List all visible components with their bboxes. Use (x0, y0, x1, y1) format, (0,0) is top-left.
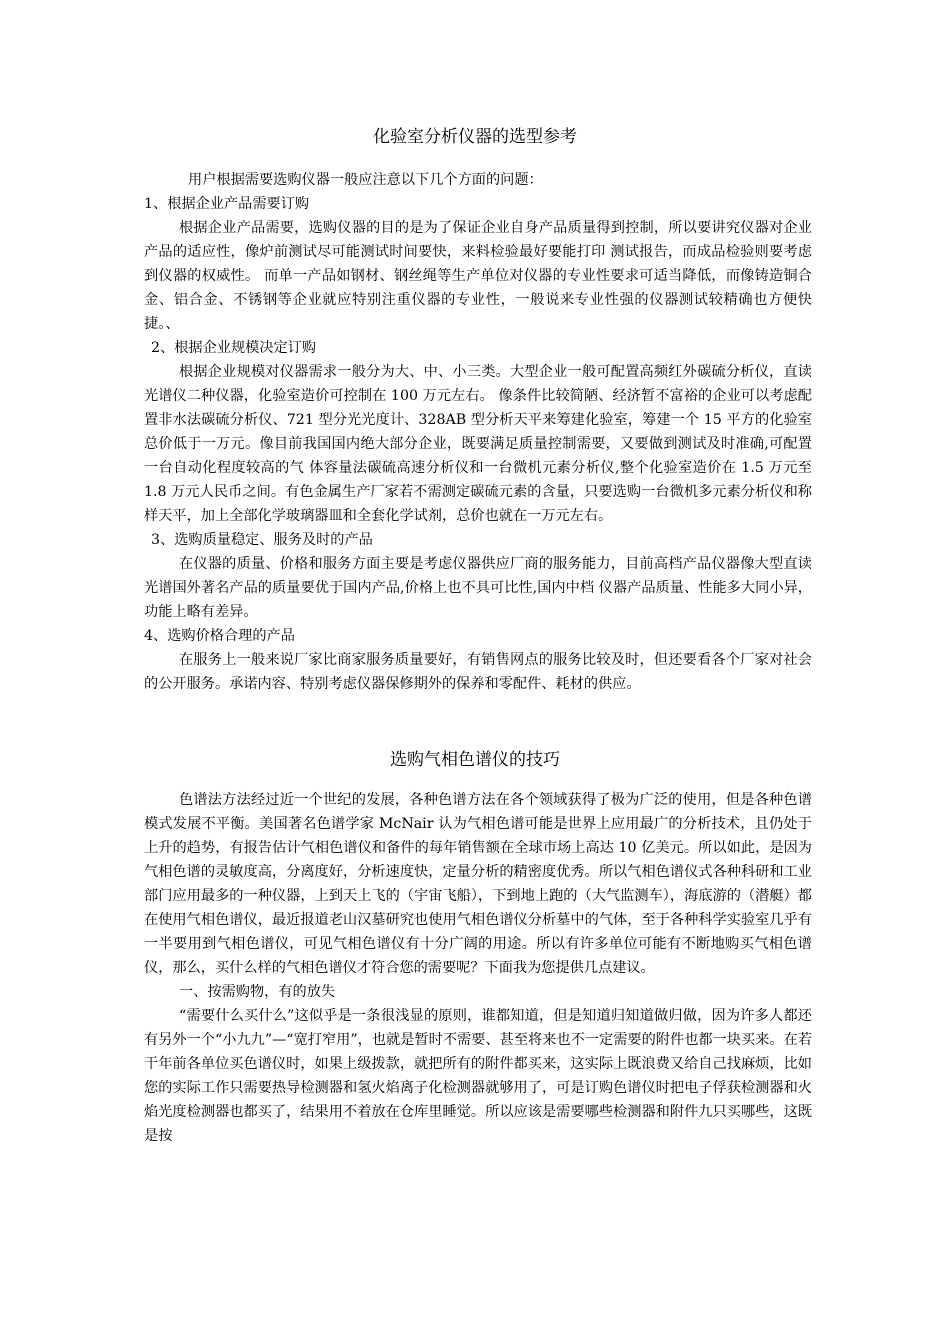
section-4-heading: 4、选购价格合理的产品 (144, 628, 295, 644)
section-title-gc: 选购气相色谱仪的技巧 (390, 750, 560, 770)
gc-intro-paragraph: 色谱法方法经过近一个世纪的发展，各种色谱方法在各个领域获得了极为广泛的使用，但是各种色谱模式发展不平衡。美国著名色谱学家 McNair 认为气相色谱可能是世界上应用最广的分析技术，且仍处于上升的趋势，有报告估计气相色谱仪和备件的每年销售额在全球市场上高达 10 亿美元。所以如此，是因为气相色谱的灵敏度高，分离度好，分析速度快，定量分析的精密度优秀。所以气相色谱仪式各种科研和工业部门应用最多的一种仪器，上到天上飞的（宇宙飞船），下到地上跑的（大气监测车），海底游的（潜艇）都在使用气相色谱仪，最近报道老山汉墓研究也使用气相色谱仪分析墓中的气体，至于各种科学实验室几乎有一半要用到气相色谱仪，可见气相色谱仪有十分广阔的用途。所以有许多单位可能有不断地购买气相色谱仪，那么，买什么样的气相色谱仪才符合您的需要呢？下面我为您提供几点建议。 (144, 792, 812, 976)
section-gc-tips (144, 788, 812, 1148)
section-1-heading: 1、根据企业产品需要订购 (144, 196, 310, 212)
section-2-body: 根据企业规模对仪器需求一般分为大、中、小三类。大型企业一般可配置高频红外碳硫分析仪，直读光谱仪二种仪器，化验室造价可控制在 100 万元左右。 像条件比较简陋、经济暂不富裕的企业可以考虑配置非水法碳硫分析仪、721 型分光光度计、328AB 型分析天平来筹建化验室，筹建一个 15 平方的化验室总价低于一万元。像目前我国国内绝大部分企业，既要满足质量控制需要，又要做到测试及时准确,可配置一台自动化程度较高的气 体容量法碳硫高速分析仪和一台微机元素分析仪,整个化验室造价在 1.5 万元至 1.8 万元人民币之间。有色金属生产厂家若不需测定碳硫元素的含量，只要选购一台微机多元素分析仪和称样天平，加上全部化学玻璃器皿和全套化学试剂，总价也就在一万元左右。 (144, 364, 812, 524)
section-4-body: 在服务上一般来说厂家比商家服务质量要好，有销售网点的服务比较及时，但还要看各个厂家对社会的公开服务。承诺内容、特别考虑仪器保修期外的保养和零配件、耗材的供应。 (144, 652, 812, 692)
gc-paragraph-2: “需要什么买什么”这似乎是一条很浅显的原则，谁都知道，但是知道归知道做归做，因为许多人都还有另外一个“小九九”—“宽打窄用”，也就是暂时不需要、甚至将来也不一定需要的附件也都一块买来。在若干年前各单位买色谱仪时，如果上级拨款，就把所有的附件都买来，这实际上既浪费又给自己找麻烦，比如您的实际工作只需要热导检测器和氢火焰离子化检测器就够用了，可是订购色谱仪时把电子俘获检测器和火焰光度检测器也都买了，结果用不着放在仓库里睡觉。所以应该是需要哪些检测器和附件九只买哪些，这既是按 (144, 1008, 812, 1144)
document-title: 化验室分析仪器的选型参考 (373, 127, 577, 147)
intro-paragraph: 用户根据需要选购仪器一般应注意以下几个方面的问题： (188, 172, 543, 188)
section-instrument-selection (144, 168, 812, 696)
section-1-body: 根据企业产品需要，选购仪器的目的是为了保证企业自身产品质量得到控制，所以要讲究仪器对企业产品的适应性，像炉前测试尽可能测试时间要快，来料检验最好要能打印 测试报告，而成品检验则要考虑到仪器的权威性。 而单一产品如钢材、钢丝绳等生产单位对仪器的专业性要求可适当降低，而像铸造铜合金、铝合金、不锈钢等企业就应特别注重仪器的专业性，一般说来专业性强的仪器测试较精确也方便快捷。、 (144, 220, 812, 332)
gc-subheading-1: 一、按需购物，有的放失 (179, 984, 336, 1000)
section-2-heading: 2、根据企业规模决定订购 (151, 340, 317, 356)
section-3-heading: 3、选购质量稳定、服务及时的产品 (151, 532, 373, 548)
section-3-body: 在仪器的质量、价格和服务方面主要是考虑仪器供应厂商的服务能力，目前高档产品仪器像大型直读光谱国外著名产品的质量要优于国内产品,价格上也不具可比性,国内中档 仪器产品质量、性能多大同小异，功能上略有差异。 (144, 556, 812, 620)
